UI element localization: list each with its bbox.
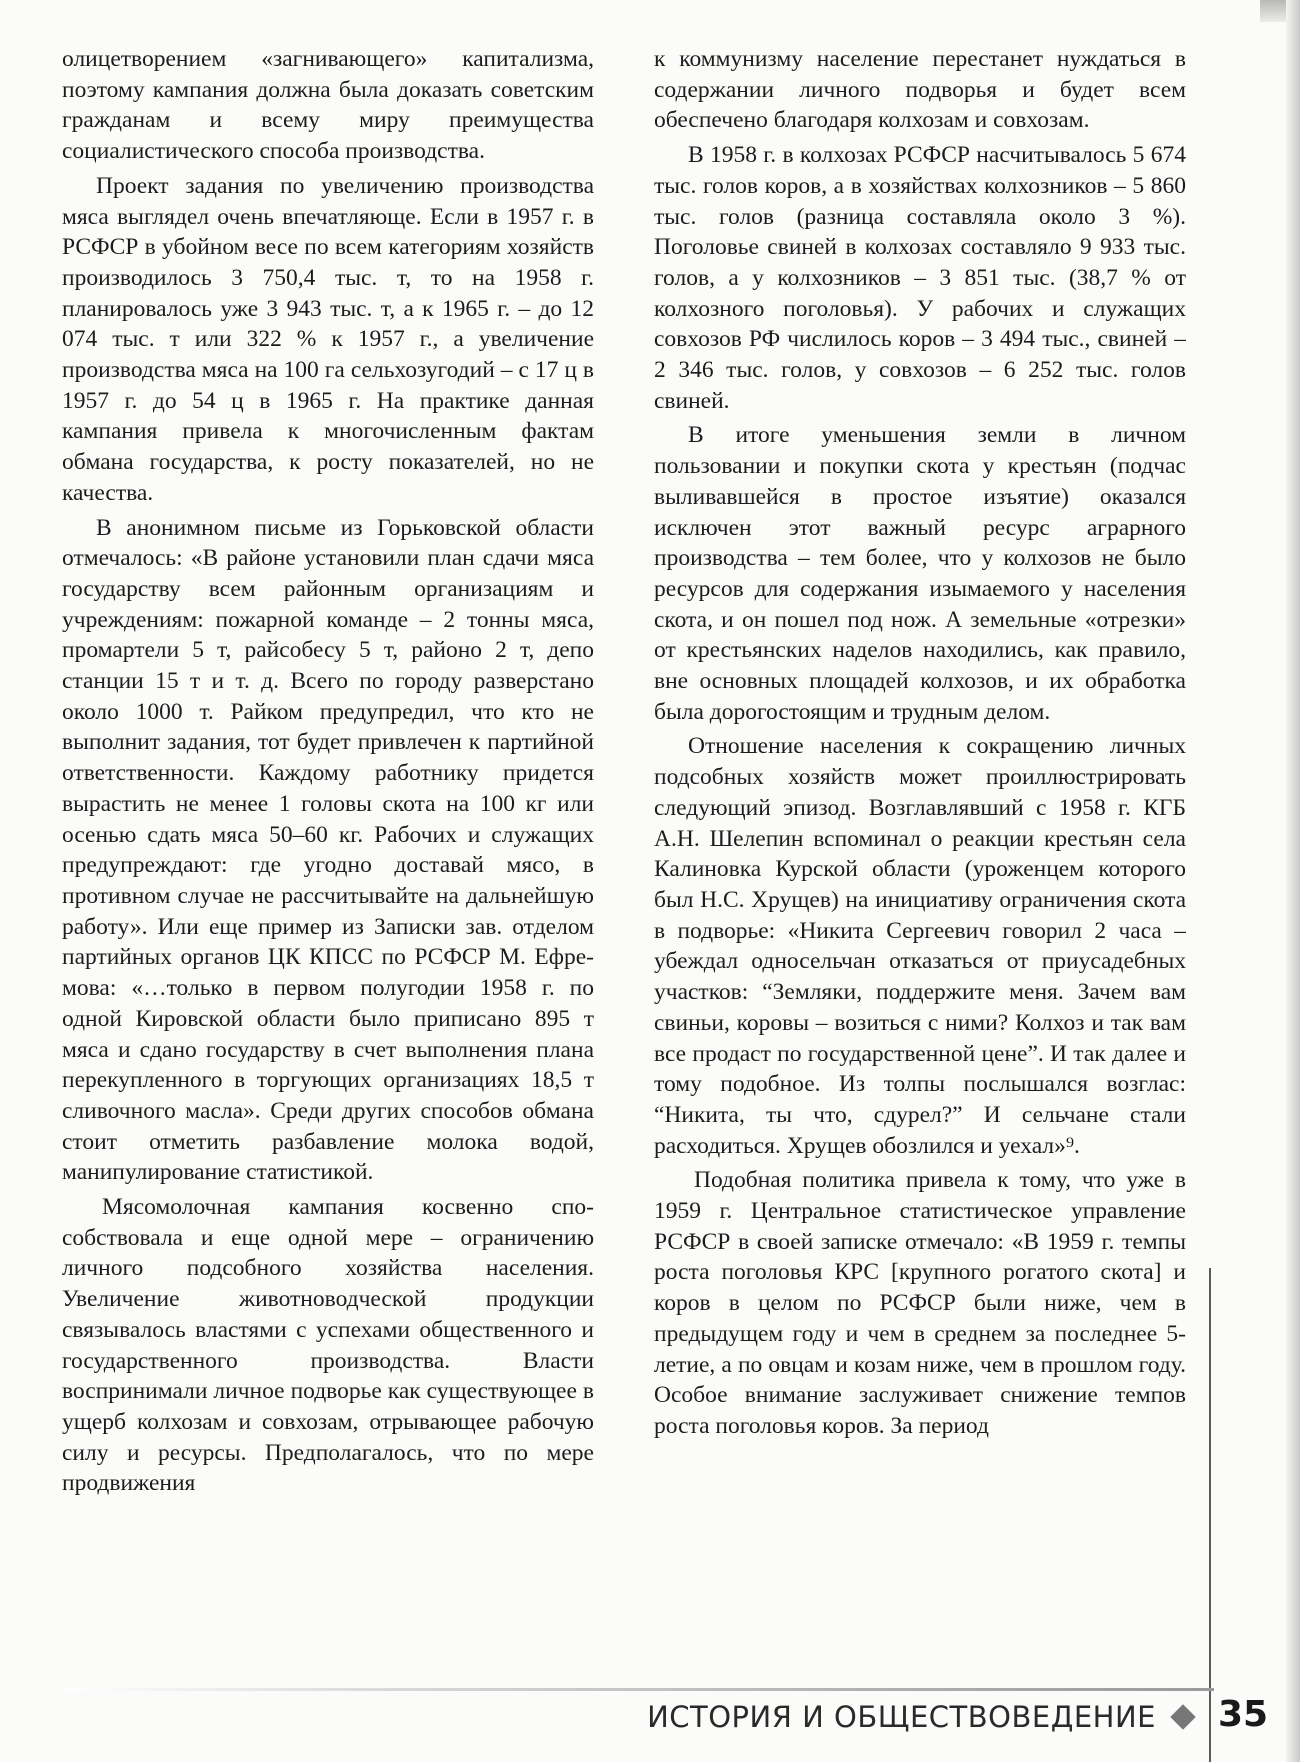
paragraph: Отношение населения к сокращению личных подсобных хозяйств может проиллюстрировать следующий эпизод. Возглавлявший с 1958 г. КГБ А.Н. Шелепин вспоминал о реакции крестьян села Калиновка Курской области (уроженцем которого был Н.С. Хрущев) на инициативу ограничения скота в подворье: «Никита Сергеевич говорил 2 часа – убеждал односельчан отказаться от приусадебных участков: “Земляки, поддержите меня. Зачем вам свиньи, коровы – возиться с ними? Колхоз и так вам все продаст по государственной цене”. И так далее и тому подобное. Из толпы послышался возглас: “Никита, ты что, сдурел?” И сельчане стали расходиться. Хрущев обозлился и уехал»⁹.	[654, 733, 1186, 1159]
diamond-icon	[1170, 1704, 1195, 1729]
paragraph: Подобная политика привела к тому, что уже в 1959 г. Центральное статистическое управление РСФСР в своей записке отмечало: «В 1959 г. темпы роста поголовья КРС [крупного рогатого скота] и коров в целом по РСФСР были ниже, чем в предыдущем году и чем в среднем за последнее 5-летие, а по овцам и козам ниже, чем в прошлом году. Особое внимание заслуживает снижение темпов роста поголовья коров. За период	[654, 1167, 1186, 1439]
right-column	[654, 44, 1186, 1654]
article-body	[62, 44, 1186, 1654]
paragraph: Проект задания по увеличению производства мяса выглядел очень впечатляюще. Если в 1957 г. в РСФСР в убойном весе по всем категориям хозяйств производилось 3 750,4 тыс. т, то на 1958 г. планировалось уже 3 943 тыс. т, а к 1965 г. – до 12 074 тыс. т или 322 % к 1957 г., а увеличение производства мяса на 100 га сельхозугодий – с 17 ц в 1957 г. до 54 ц в 1965 г. На практике данная кампания привела к многочисленным фактам обмана государства, к росту показателей, но не качества.	[62, 172, 594, 506]
paragraph: В 1958 г. в колхозах РСФСР насчитывалось 5 674 тыс. голов коров, а в хозяйствах колхозников – 5 860 тыс. голов (разница составляла около 3 %). Поголовье свиней в колхозах составляло 9 933 тыс. голов, а у колхозников – 3 851 тыс. (38,7 % от колхозного поголовья). У рабочих и служащих совхозов РФ числилось коров – 3 494 тыс., свиней – 2 346 тыс. голов, у совхозов – 6 252 тыс. голов свиней.	[654, 142, 1186, 414]
paragraph: В анонимном письме из Горьковской области отмечалось: «В районе установили план сдачи мяса государству всем районным организациям и учреждениям: пожарной команде – 2 тонны мяса, промартели 5 т, райсобесу 5 т, районо 2 т, депо станции 15 т и т. д. Всего по городу разверстано около 1000 т. Райком предупредил, что кто не выполнит задания, тот будет привлечен к партийной ответственности. Каждому работнику придется вырастить не менее 1 головы скота на 100 кг или осенью сдать мяса 50–60 кг. Рабочих и служащих предупреждают: где угодно доставай мясо, в противном случае не рассчитывайте на дальнейшую работу». Или еще пример из Записки зав. отделом партийных органов ЦК КПСС по РСФСР М. Ефремова: «…только в первом полугодии 1958 г. по одной Кировской области было приписано 895 т мяса и сдано государству в счет выполнения плана перекупленного в торгующих организациях 18,5 т сливочного масла». Среди других способов обмана стоит отметить разбавление молока водой, манипулирование статистикой.	[62, 514, 594, 1186]
paragraph: В итоге уменьшения земли в личном пользовании и покупки скота у крестьян (подчас выливавшейся в простое изъятие) оказался исключен этот важный ресурс аграрного производства – тем более, что у колхозов не было ресурсов для содержания изымаемого у населения скота, и он пошел под нож. А земельные «отрезки» от крестьянских наделов находились, как правило, вне основных площадей колхозов, и их обработка была дорогостоящим и трудным делом.	[654, 422, 1186, 725]
page-edge-shadow	[1286, 0, 1300, 1762]
page-number: 35	[1218, 1694, 1269, 1735]
paragraph: олицетворением «загнивающего» капитализма, поэтому кампания должна была доказать советским гражданам и всему миру преимущества социалистического способа производства.	[62, 46, 594, 165]
page-footer	[0, 1694, 1300, 1744]
left-column	[62, 44, 594, 1654]
paragraph: Мясомолочная кампания косвенно способствовала и еще одной мере – ограничению личного подсобного хозяйства населения. Увеличение животноводческой продукции связывалось властями с успехами общественного и государственного производства. Власти воспринимали личное подворье как существующее в ущерб колхозам и совхозам, отрывающее рабочую силу и ресурсы. Предполагалось, что по мере продвижения	[62, 1194, 594, 1497]
footer-rule	[66, 1688, 1214, 1691]
section-title: ИСТОРИЯ И ОБЩЕСТВОВЕДЕНИЕ	[647, 1700, 1156, 1734]
paragraph: к коммунизму население перестанет нуждаться в содержании личного подворья и будет всем обеспечено благодаря колхозам и совхозам.	[654, 46, 1186, 134]
